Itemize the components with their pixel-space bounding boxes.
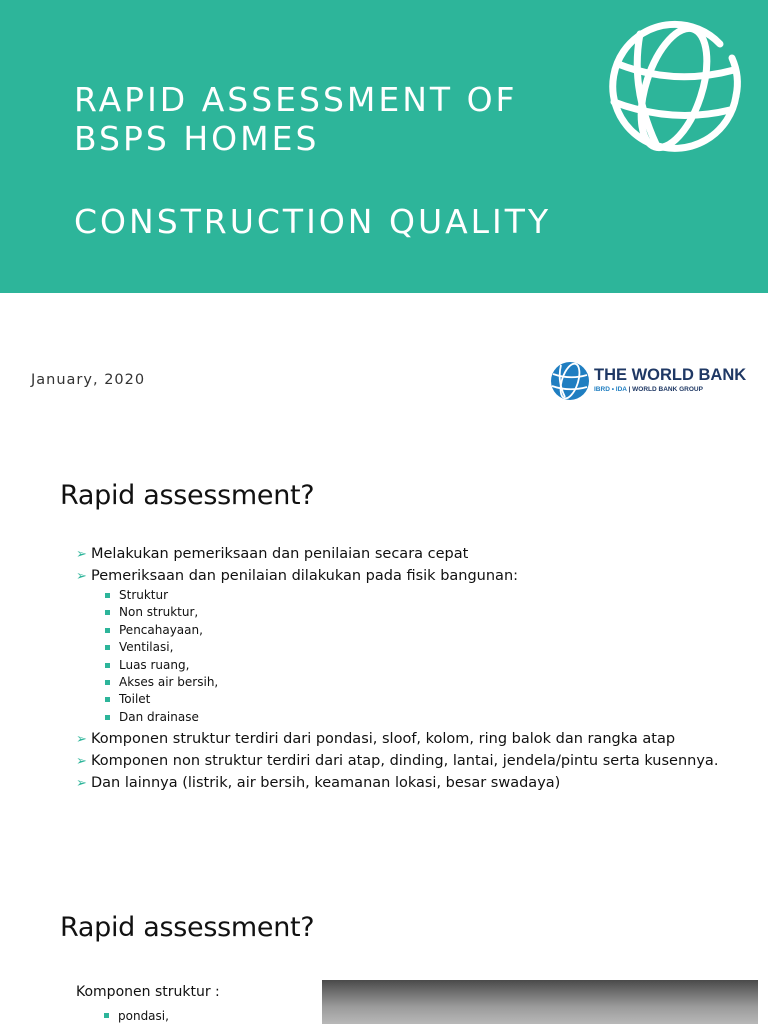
square-bullet-icon [105, 645, 110, 650]
bullet-item [76, 731, 756, 748]
bullet-item [76, 568, 756, 726]
square-bullet-icon [105, 680, 110, 685]
square-bullet-icon [105, 697, 110, 702]
subtitle: CONSTRUCTION QUALITY [74, 202, 552, 241]
globe-icon [549, 360, 591, 402]
arrow-bullet-icon: ➢ [76, 754, 87, 770]
title-line-1: RAPID ASSESSMENT OF [74, 80, 518, 119]
bullet-text: Komponen struktur terdiri dari pondasi, sloof, kolom, ring balok dan rangka atap [91, 731, 676, 748]
title-banner [0, 0, 768, 293]
square-bullet-icon [105, 610, 110, 615]
title-line-2: BSPS HOMES [74, 119, 320, 158]
sub-bullet-item [103, 639, 756, 656]
slide-heading: Rapid assessment? [60, 912, 315, 943]
component-item [104, 1008, 169, 1024]
sub-bullet-item [103, 604, 756, 621]
sub-bullet-item [103, 709, 756, 726]
bullet-text: Komponen non struktur terdiri dari atap, dinding, lantai, jendela/pintu serta kusennya. [91, 753, 719, 770]
sub-bullet-item [103, 674, 756, 691]
bullet-text: Dan lainnya (listrik, air bersih, keamanan lokasi, besar swadaya) [91, 775, 561, 792]
square-bullet-icon [105, 663, 110, 668]
sub-bullet-text: Luas ruang, [119, 657, 190, 672]
bullet-item [76, 753, 756, 770]
world-bank-logo [549, 360, 749, 404]
square-bullet-icon [105, 628, 110, 633]
square-bullet-icon [105, 593, 110, 598]
sub-bullet-text: Non struktur, [119, 605, 199, 620]
sub-bullet-item [103, 691, 756, 708]
sub-bullet-text: Pencahayaan, [119, 622, 203, 637]
bullet-item [76, 775, 756, 792]
sub-bullet-text: Akses air bersih, [119, 675, 219, 690]
construction-photo [322, 980, 758, 1024]
sub-bullet-text: Ventilasi, [119, 640, 174, 655]
presentation-date: January, 2020 [31, 372, 146, 388]
sub-bullet-item [103, 657, 756, 674]
slide-heading: Rapid assessment? [60, 480, 315, 511]
sub-bullet-list [103, 587, 756, 726]
component-text: pondasi, [118, 1009, 169, 1023]
sub-bullet-item [103, 622, 756, 639]
logo-group: WORLD BANK GROUP [632, 386, 703, 393]
globe-icon [600, 14, 748, 162]
sub-bullet-item [103, 587, 756, 604]
bullet-text: Pemeriksaan dan penilaian dilakukan pada fisik bangunan: [91, 568, 519, 584]
component-list [104, 1008, 169, 1024]
bullet-list [76, 546, 756, 797]
bullet-text: Melakukan pemeriksaan dan penilaian secara cepat [91, 546, 469, 562]
logo-subline: IBRD • IDA | WORLD BANK GROUP [594, 386, 703, 393]
sub-bullet-text: Dan drainase [119, 709, 199, 724]
arrow-bullet-icon: ➢ [76, 547, 87, 562]
sub-bullet-text: Toilet [119, 692, 151, 707]
sub-bullet-text: Struktur [119, 588, 169, 602]
square-bullet-icon [104, 1013, 109, 1018]
arrow-bullet-icon: ➢ [76, 569, 87, 584]
square-bullet-icon [105, 715, 110, 720]
arrow-bullet-icon: ➢ [76, 732, 87, 748]
section-label: Komponen struktur : [76, 984, 220, 1000]
arrow-bullet-icon: ➢ [76, 776, 87, 792]
logo-ibrd: IBRD • IDA [594, 386, 627, 393]
bullet-item [76, 546, 756, 563]
logo-wordmark: THE WORLD BANK [594, 366, 747, 384]
